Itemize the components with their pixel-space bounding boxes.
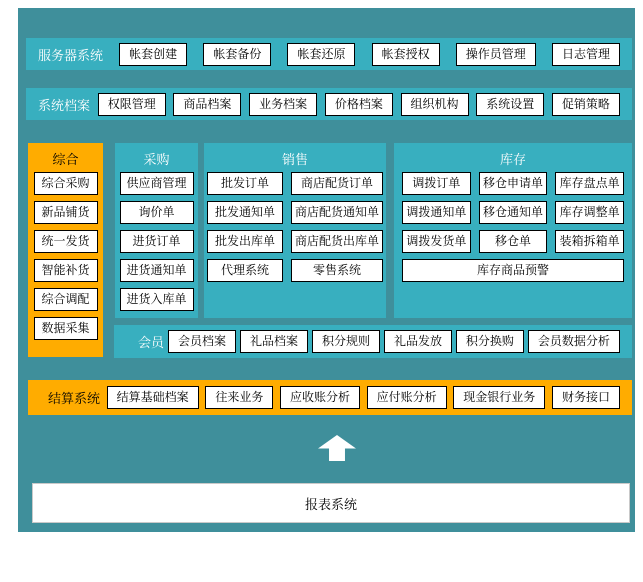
agency-system-button[interactable]: 代理系统 (207, 259, 283, 282)
member-data-analysis-button[interactable]: 会员数据分析 (528, 330, 620, 353)
organization-button[interactable]: 组织机构 (401, 93, 469, 116)
composite-purchase-button[interactable]: 综合采购 (34, 172, 98, 195)
log-management-button[interactable]: 日志管理 (552, 43, 620, 66)
gift-issue-button[interactable]: 礼品发放 (384, 330, 452, 353)
receivable-analysis-button[interactable]: 应收账分析 (280, 386, 360, 409)
purchase-order-button[interactable]: 进货订单 (120, 230, 194, 253)
payable-analysis-button[interactable]: 应付账分析 (367, 386, 447, 409)
system-archives-label: 系统档案 (38, 98, 91, 114)
composite-panel (28, 143, 103, 357)
account-set-authorize-button[interactable]: 帐套授权 (372, 43, 440, 66)
transfer-order-button[interactable]: 调拨订单 (402, 172, 471, 195)
wholesale-order-button[interactable]: 批发订单 (207, 172, 283, 195)
business-archive-button[interactable]: 业务档案 (249, 93, 317, 116)
arrow-up-icon (318, 435, 356, 461)
account-set-restore-button[interactable]: 帐套还原 (287, 43, 355, 66)
member-archive-button[interactable]: 会员档案 (168, 330, 236, 353)
wholesale-outbound-button[interactable]: 批发出库单 (207, 230, 283, 253)
store-distribution-order-button[interactable]: 商店配货订单 (291, 172, 383, 195)
system-settings-button[interactable]: 系统设置 (476, 93, 544, 116)
system-archives-band (26, 88, 632, 120)
price-archive-button[interactable]: 价格档案 (325, 93, 393, 116)
supplier-management-button[interactable]: 供应商管理 (120, 172, 194, 195)
report-system-bar[interactable]: 报表系统 (32, 483, 630, 523)
wholesale-notice-button[interactable]: 批发通知单 (207, 201, 283, 224)
server-system-band (26, 38, 632, 70)
transfer-shipment-button[interactable]: 调拨发货单 (402, 230, 471, 253)
unified-shipping-button[interactable]: 统一发货 (34, 230, 98, 253)
points-redeem-button[interactable]: 积分换购 (456, 330, 524, 353)
operator-management-button[interactable]: 操作员管理 (456, 43, 536, 66)
inquiry-order-button[interactable]: 询价单 (120, 201, 194, 224)
sales-panel-title: 销售 (281, 153, 308, 168)
warehouse-move-notice-button[interactable]: 移仓通知单 (479, 201, 548, 224)
diagram-canvas (18, 8, 635, 532)
purchase-panel-title: 采购 (143, 153, 170, 168)
transfer-notice-button[interactable]: 调拨通知单 (402, 201, 471, 224)
member-label: 会员 (138, 336, 165, 351)
promotion-strategy-button[interactable]: 促销策略 (552, 93, 620, 116)
purchase-notice-button[interactable]: 进货通知单 (120, 259, 194, 282)
warehouse-move-request-button[interactable]: 移仓申请单 (479, 172, 548, 195)
cash-bank-business-button[interactable]: 现金银行业务 (453, 386, 545, 409)
current-business-button[interactable]: 往来业务 (205, 386, 273, 409)
inventory-panel-title: 库存 (499, 153, 526, 168)
data-collection-button[interactable]: 数据采集 (34, 317, 98, 340)
inventory-adjustment-button[interactable]: 库存调整单 (555, 201, 624, 224)
purchase-panel (115, 143, 198, 318)
member-band (114, 325, 632, 358)
settlement-band (28, 380, 632, 415)
inventory-panel (394, 143, 632, 318)
permission-management-button[interactable]: 权限管理 (98, 93, 166, 116)
composite-allocation-button[interactable]: 综合调配 (34, 288, 98, 311)
retail-system-button[interactable]: 零售系统 (291, 259, 383, 282)
packing-unpacking-button[interactable]: 装箱拆箱单 (555, 230, 624, 253)
server-system-label: 服务器系统 (38, 48, 104, 64)
warehouse-move-sheet-button[interactable]: 移仓单 (479, 230, 548, 253)
account-set-backup-button[interactable]: 帐套备份 (203, 43, 271, 66)
account-set-create-button[interactable]: 帐套创建 (119, 43, 187, 66)
store-distribution-outbound-button[interactable]: 商店配货出库单 (291, 230, 383, 253)
stocktaking-sheet-button[interactable]: 库存盘点单 (555, 172, 624, 195)
gift-archive-button[interactable]: 礼品档案 (240, 330, 308, 353)
new-goods-distribution-button[interactable]: 新品铺货 (34, 201, 98, 224)
store-distribution-notice-button[interactable]: 商店配货通知单 (291, 201, 383, 224)
points-rules-button[interactable]: 积分规则 (312, 330, 380, 353)
purchase-inbound-button[interactable]: 进货入库单 (120, 288, 194, 311)
smart-replenishment-button[interactable]: 智能补货 (34, 259, 98, 282)
sales-panel (204, 143, 386, 318)
goods-archive-button[interactable]: 商品档案 (173, 93, 241, 116)
settlement-label: 结算系统 (48, 392, 101, 407)
settlement-base-archive-button[interactable]: 结算基础档案 (107, 386, 199, 409)
composite-panel-title: 综合 (52, 153, 79, 168)
finance-interface-button[interactable]: 财务接口 (552, 386, 620, 409)
inventory-alert-button[interactable]: 库存商品预警 (402, 259, 624, 282)
